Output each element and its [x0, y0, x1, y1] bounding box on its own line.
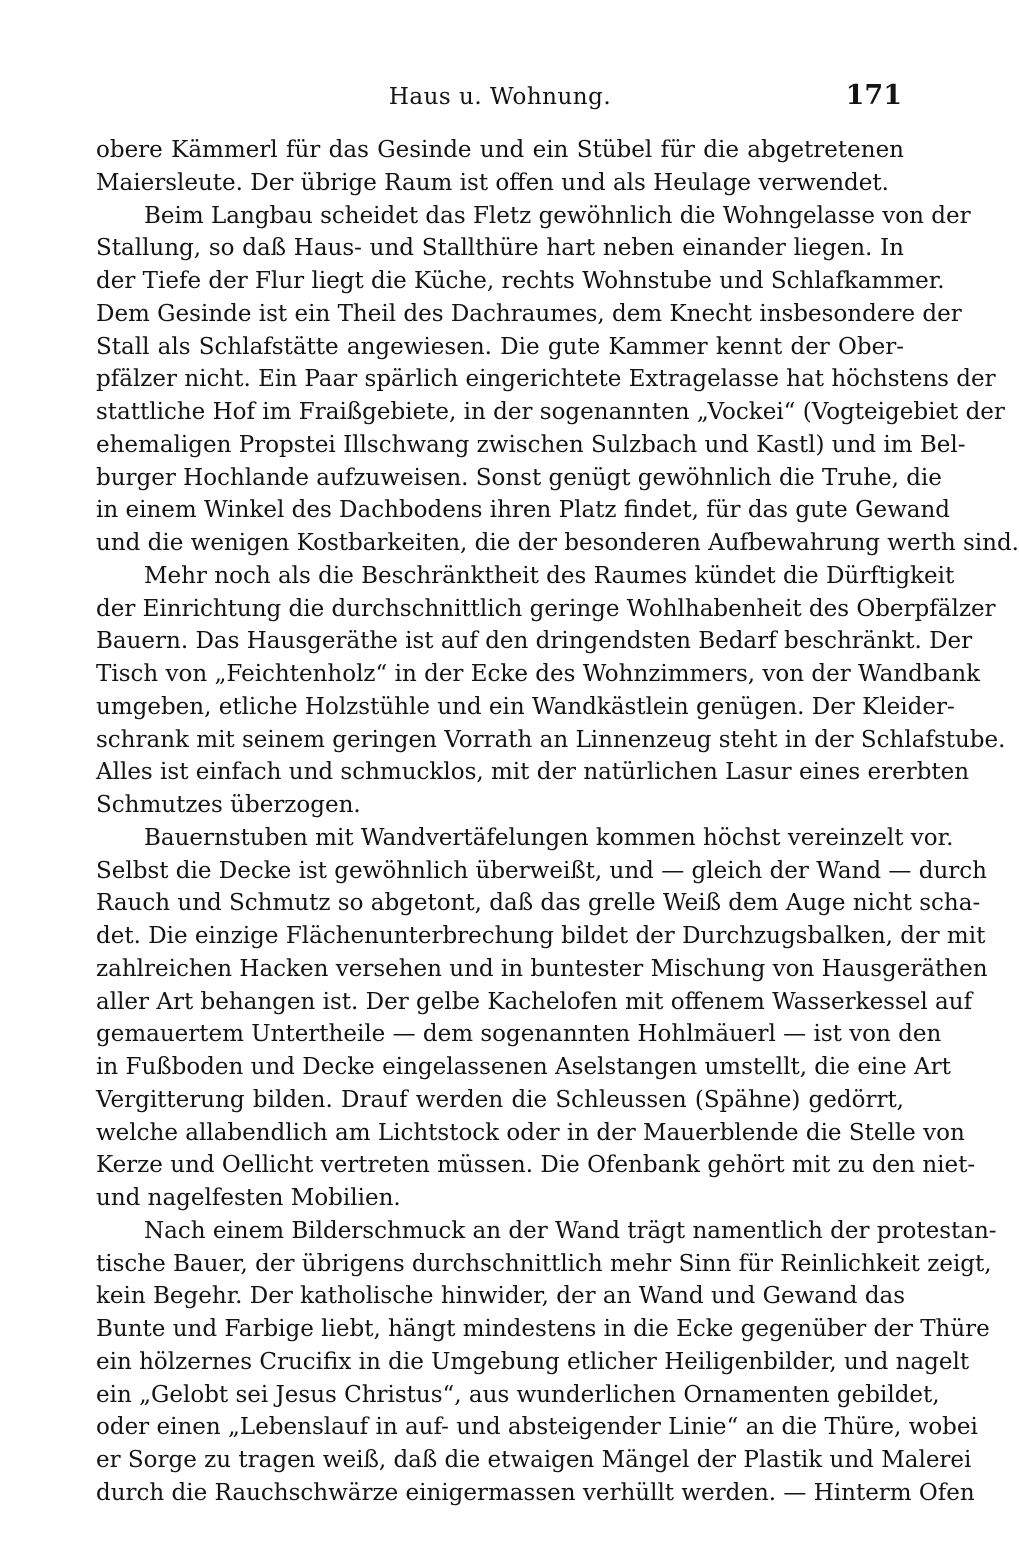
text-line: Nach einem Bilderschmuck an der Wand trägt namentlich der protestan-	[144, 1217, 997, 1244]
text-line: Rauch und Schmutz so abgetont, daß das grelle Weiß dem Auge nicht scha-	[96, 890, 981, 917]
text-line: obere Kämmerl für das Gesinde und ein Stübel für die abgetretenen	[96, 137, 904, 163]
text-line: tische Bauer, der übrigens durchschnittlich mehr Sinn für Reinlichkeit zeigt,	[96, 1250, 992, 1277]
text-line: kein Begehr. Der katholische hinwider, der an Wand und Gewand das	[96, 1283, 906, 1310]
text-line: Stallung, so daß Haus- und Stallthüre hart neben einander liegen. In	[96, 235, 904, 262]
text-line: der Tiefe der Flur liegt die Küche, rechts Wohnstube und Schlafkammer.	[96, 268, 945, 294]
page-header	[96, 76, 904, 122]
text-line: und nagelfesten Mobilien.	[96, 1185, 401, 1211]
text-line: Bauern. Das Hausgeräthe ist auf den dringendsten Bedarf beschränkt. Der	[96, 628, 973, 655]
paragraph	[96, 134, 904, 200]
text-line: Stall als Schlafstätte angewiesen. Die gute Kammer kennt der Ober-	[96, 333, 904, 360]
text-line: oder einen „Lebenslauf in auf- und absteigender Linie“ an die Thüre, wobei	[96, 1414, 978, 1441]
text-line: und die wenigen Kostbarkeiten, die der besonderen Aufbewahrung werth sind.	[96, 530, 1019, 556]
text-line: Dem Gesinde ist ein Theil des Dachraumes, dem Knecht insbesondere der	[96, 300, 962, 327]
book-page	[96, 76, 1019, 1510]
text-line: det. Die einzige Flächenunterbrechung bildet der Durchzugsbalken, der mit	[96, 923, 986, 949]
text-line: gemauertem Untertheile — dem sogenannten Hohlmäuerl — ist von den	[96, 1021, 942, 1048]
paragraph	[96, 200, 1019, 560]
text-line: umgeben, etliche Holzstühle und ein Wandkästlein genügen. Der Kleider-	[96, 693, 955, 720]
text-line: pfälzer nicht. Ein Paar spärlich eingerichtete Extragelasse hat höchstens der	[96, 366, 996, 393]
text-line: aller Art behangen ist. Der gelbe Kachelofen mit offenem Wasserkessel auf	[96, 988, 973, 1015]
text-line: stattliche Hof im Fraißgebiete, in der sogenannten „Vockei“ (Vogteigebiet der	[96, 399, 1005, 425]
paragraph	[96, 560, 1006, 822]
text-line: er Sorge zu tragen weiß, daß die etwaigen Mängel der Plastik und Malerei	[96, 1447, 972, 1473]
text-line: in einem Winkel des Dachbodens ihren Platz findet, für das gute Gewand	[96, 497, 951, 524]
text-line: durch die Rauchschwärze einigermassen verhüllt werden. — Hinterm Ofen	[96, 1479, 975, 1506]
text-line: schrank mit seinem geringen Vorrath an Linnenzeug steht in der Schlafstube.	[96, 726, 1006, 753]
body-text	[96, 134, 1019, 1510]
text-line: ein hölzernes Crucifix in die Umgebung etlicher Heiligenbilder, und nagelt	[96, 1348, 970, 1375]
text-line: Bauernstuben mit Wandvertäfelungen kommen höchst vereinzelt vor.	[144, 824, 954, 851]
text-line: Beim Langbau scheidet das Fletz gewöhnlich die Wohngelasse von der	[144, 202, 971, 229]
text-line: Schmutzes überzogen.	[96, 792, 361, 818]
text-line: zahlreichen Hacken versehen und in buntester Mischung von Hausgeräthen	[96, 955, 988, 982]
text-line: welche allabendlich am Lichtstock oder in der Mauerblende die Stelle von	[96, 1119, 965, 1146]
text-line: Tisch von „Feichtenholz“ in der Ecke des Wohnzimmers, von der Wandbank	[96, 661, 981, 687]
text-line: Kerze und Oellicht vertreten müssen. Die Ofenbank gehört mit zu den niet-	[96, 1152, 976, 1179]
paragraph	[96, 1215, 997, 1510]
paragraph	[96, 822, 988, 1215]
text-line: ein „Gelobt sei Jesus Christus“, aus wunderlichen Ornamenten gebildet,	[96, 1381, 940, 1408]
text-line: Vergitterung bilden. Drauf werden die Schleussen (Spähne) gedörrt,	[96, 1086, 904, 1113]
text-line: burger Hochlande aufzuweisen. Sonst genügt gewöhnlich die Truhe, die	[96, 464, 942, 491]
running-head: Haus u. Wohnung.	[388, 84, 612, 110]
page-number: 171	[845, 80, 902, 111]
text-line: in Fußboden und Decke eingelassenen Aselstangen umstellt, die eine Art	[96, 1054, 951, 1080]
text-line: Alles ist einfach und schmucklos, mit der natürlichen Lasur eines ererbten	[96, 759, 970, 786]
text-line: Maiersleute. Der übrige Raum ist offen und als Heulage verwendet.	[96, 169, 889, 196]
text-line: ehemaligen Propstei Illschwang zwischen Sulzbach und Kastl) und im Bel-	[96, 431, 966, 458]
text-line: Mehr noch als die Beschränktheit des Raumes kündet die Dürftigkeit	[144, 562, 955, 589]
text-line: Selbst die Decke ist gewöhnlich überweißt, und — gleich der Wand — durch	[96, 857, 987, 884]
text-line: der Einrichtung die durchschnittlich geringe Wohlhabenheit des Oberpfälzer	[96, 595, 996, 622]
text-line: Bunte und Farbige liebt, hängt mindestens in die Ecke gegenüber der Thüre	[96, 1316, 990, 1342]
